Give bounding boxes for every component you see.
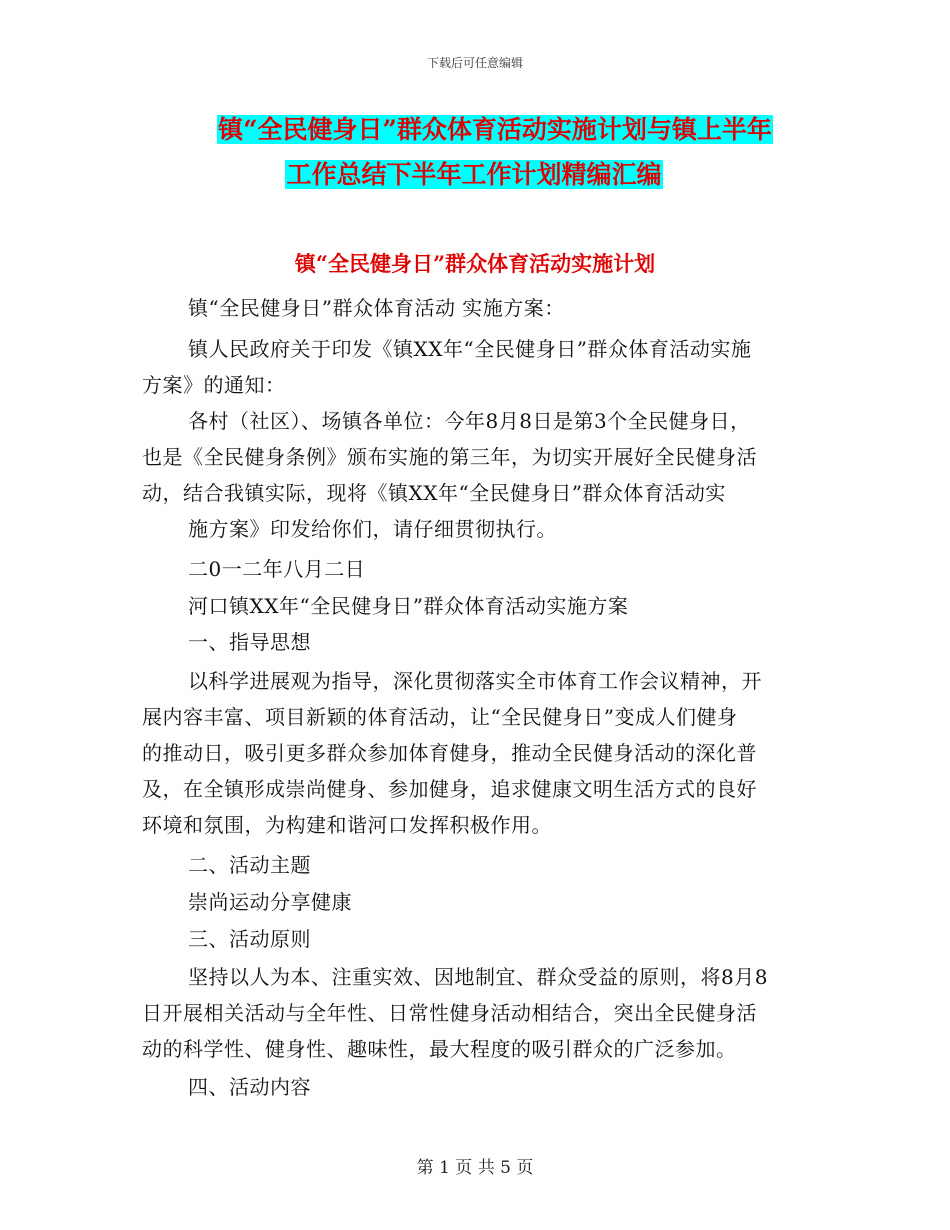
body-line: 动，结合我镇实际，现将《镇XX年“全民健身日”群众体育活动实	[142, 481, 726, 505]
date-line: 二0一二年八月二日	[188, 557, 366, 581]
document-title-line-1: 镇“全民健身日”群众体育活动实施计划与镇上半年	[218, 115, 772, 144]
body-line: 各村（社区）、场镇各单位：今年8月8日是第3个全民健身日，	[188, 409, 751, 433]
body-line: 崇尚运动分享健康	[188, 890, 352, 914]
body-line: 以科学进展观为指导，深化贯彻落实全市体育工作会议精神，开	[188, 669, 762, 693]
body-line: 方案》的通知：	[142, 373, 286, 397]
body-line: 的推动日，吸引更多群众参加体育健身，推动全民健身活动的深化普	[142, 741, 757, 765]
document-title-line-2: 工作总结下半年工作计划精编汇编	[286, 160, 662, 189]
body-line: 河口镇XX年“全民健身日”群众体育活动实施方案	[188, 594, 629, 618]
body-line: 动的科学性、健身性、趣味性，最大程度的吸引群众的广泛参加。	[142, 1037, 737, 1061]
body-line: 镇人民政府关于印发《镇XX年“全民健身日”群众体育活动实施	[188, 337, 752, 361]
body-line: 日开展相关活动与全年性、日常性健身活动相结合，突出全民健身活	[142, 1001, 757, 1025]
body-line: 坚持以人为本、注重实效、因地制宜、群众受益的原则，将8月8	[188, 965, 768, 989]
page-footer: 第 1 页 共 5 页	[416, 1158, 534, 1178]
section-heading: 二、活动主题	[188, 853, 311, 877]
section-title: 镇“全民健身日”群众体育活动实施计划	[294, 251, 656, 276]
body-line: 镇“全民健身日”群众体育活动 实施方案：	[188, 296, 565, 320]
body-line: 环境和氛围，为构建和谐河口发挥积极作用。	[142, 813, 552, 837]
section-heading: 三、活动原则	[188, 927, 311, 951]
section-heading: 一、指导思想	[188, 630, 311, 654]
body-line: 施方案》印发给你们，请仔细贯彻执行。	[188, 517, 557, 541]
section-heading: 四、活动内容	[188, 1075, 311, 1099]
page-header: 下载后可任意编辑	[426, 56, 523, 70]
body-line: 展内容丰富、项目新颖的体育活动，让“全民健身日”变成人们健身	[142, 705, 738, 729]
body-line: 也是《全民健身条例》颁布实施的第三年，为切实开展好全民健身活	[142, 445, 757, 469]
body-line: 及，在全镇形成崇尚健身、参加健身，追求健康文明生活方式的良好	[142, 777, 757, 801]
